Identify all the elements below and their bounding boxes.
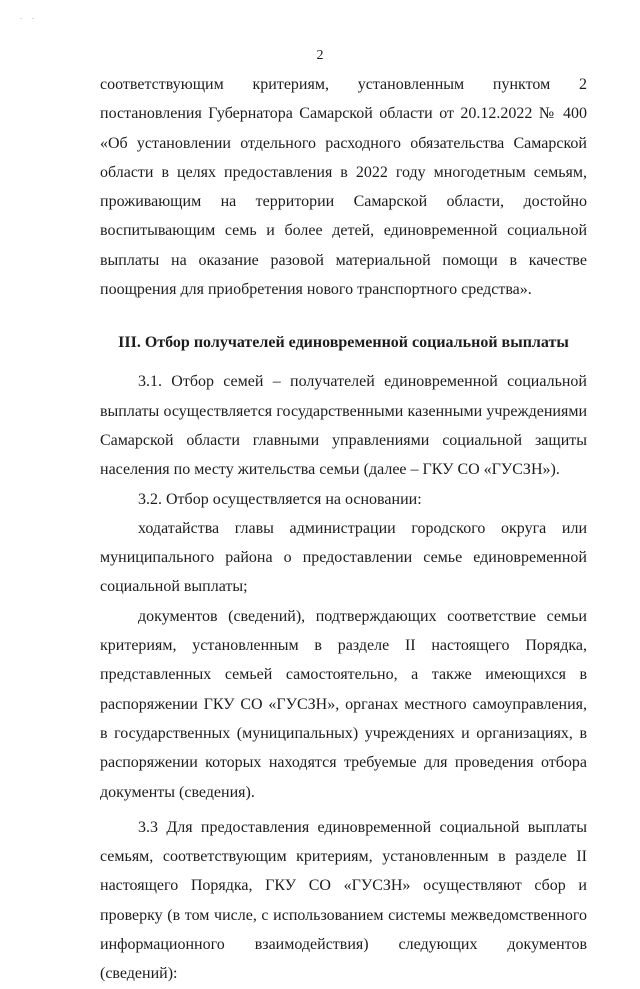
paragraph-continuation: соответствующим критериям, установленным пунктом 2 постановления Губернатора Самарской области от 20.12.2022 № 400 «Об установлении отдельного расходного обязательства Самарской области в целях предоставления в 2022 году многодетным семьям, проживающим на территории Самарской области, достойно воспитывающим семь и более детей, единовременной социальной выплаты на оказание разовой материальной помощи в качестве поощрения для приобретения нового транспортного средства».: [100, 76, 587, 299]
paragraph-petition: ходатайства главы администрации городского округа или муниципального района о предоставлении семье единовременной социальной выплаты;: [100, 519, 587, 596]
paragraph-documents: документов (сведений), подтверждающих соответствие семьи критериям, установленным в разделе II настоящего Порядка, представленных семьей самостоятельно, а также имеющихся в распоряжении ГКУ СО «ГУСЗН», органах местного самоуправления, в государственных (муниципальных) учреждениях и организациях, в распоряжении которых находятся требуемые для проведения отбора документы (сведения).: [100, 607, 587, 801]
document-body: [100, 70, 587, 989]
section-heading: III. Отбор получателей единовременной социальной выплаты: [118, 334, 569, 352]
paragraph-3-2: 3.2. Отбор осуществляется на основании:: [138, 490, 422, 508]
scan-marks: . .: [20, 12, 38, 21]
paragraph-3-3: 3.3 Для предоставления единовременной социальной выплаты семьям, соответствующим критериям, установленным в разделе II настоящего Порядка, ГКУ СО «ГУСЗН» осуществляют сбор и проверку (в том числе, с использованием системы межведомственного информационного взаимодействия) следующих документов (сведений):: [100, 818, 587, 983]
paragraph-3-1: 3.1. Отбор семей – получателей единовременной социальной выплаты осуществляется государственными казенными учреждениями Самарской области главными управлениями социальной защиты населения по месту жительства семьи (далее – ГКУ СО «ГУСЗН»).: [100, 373, 587, 479]
page-number: 2: [316, 48, 324, 63]
